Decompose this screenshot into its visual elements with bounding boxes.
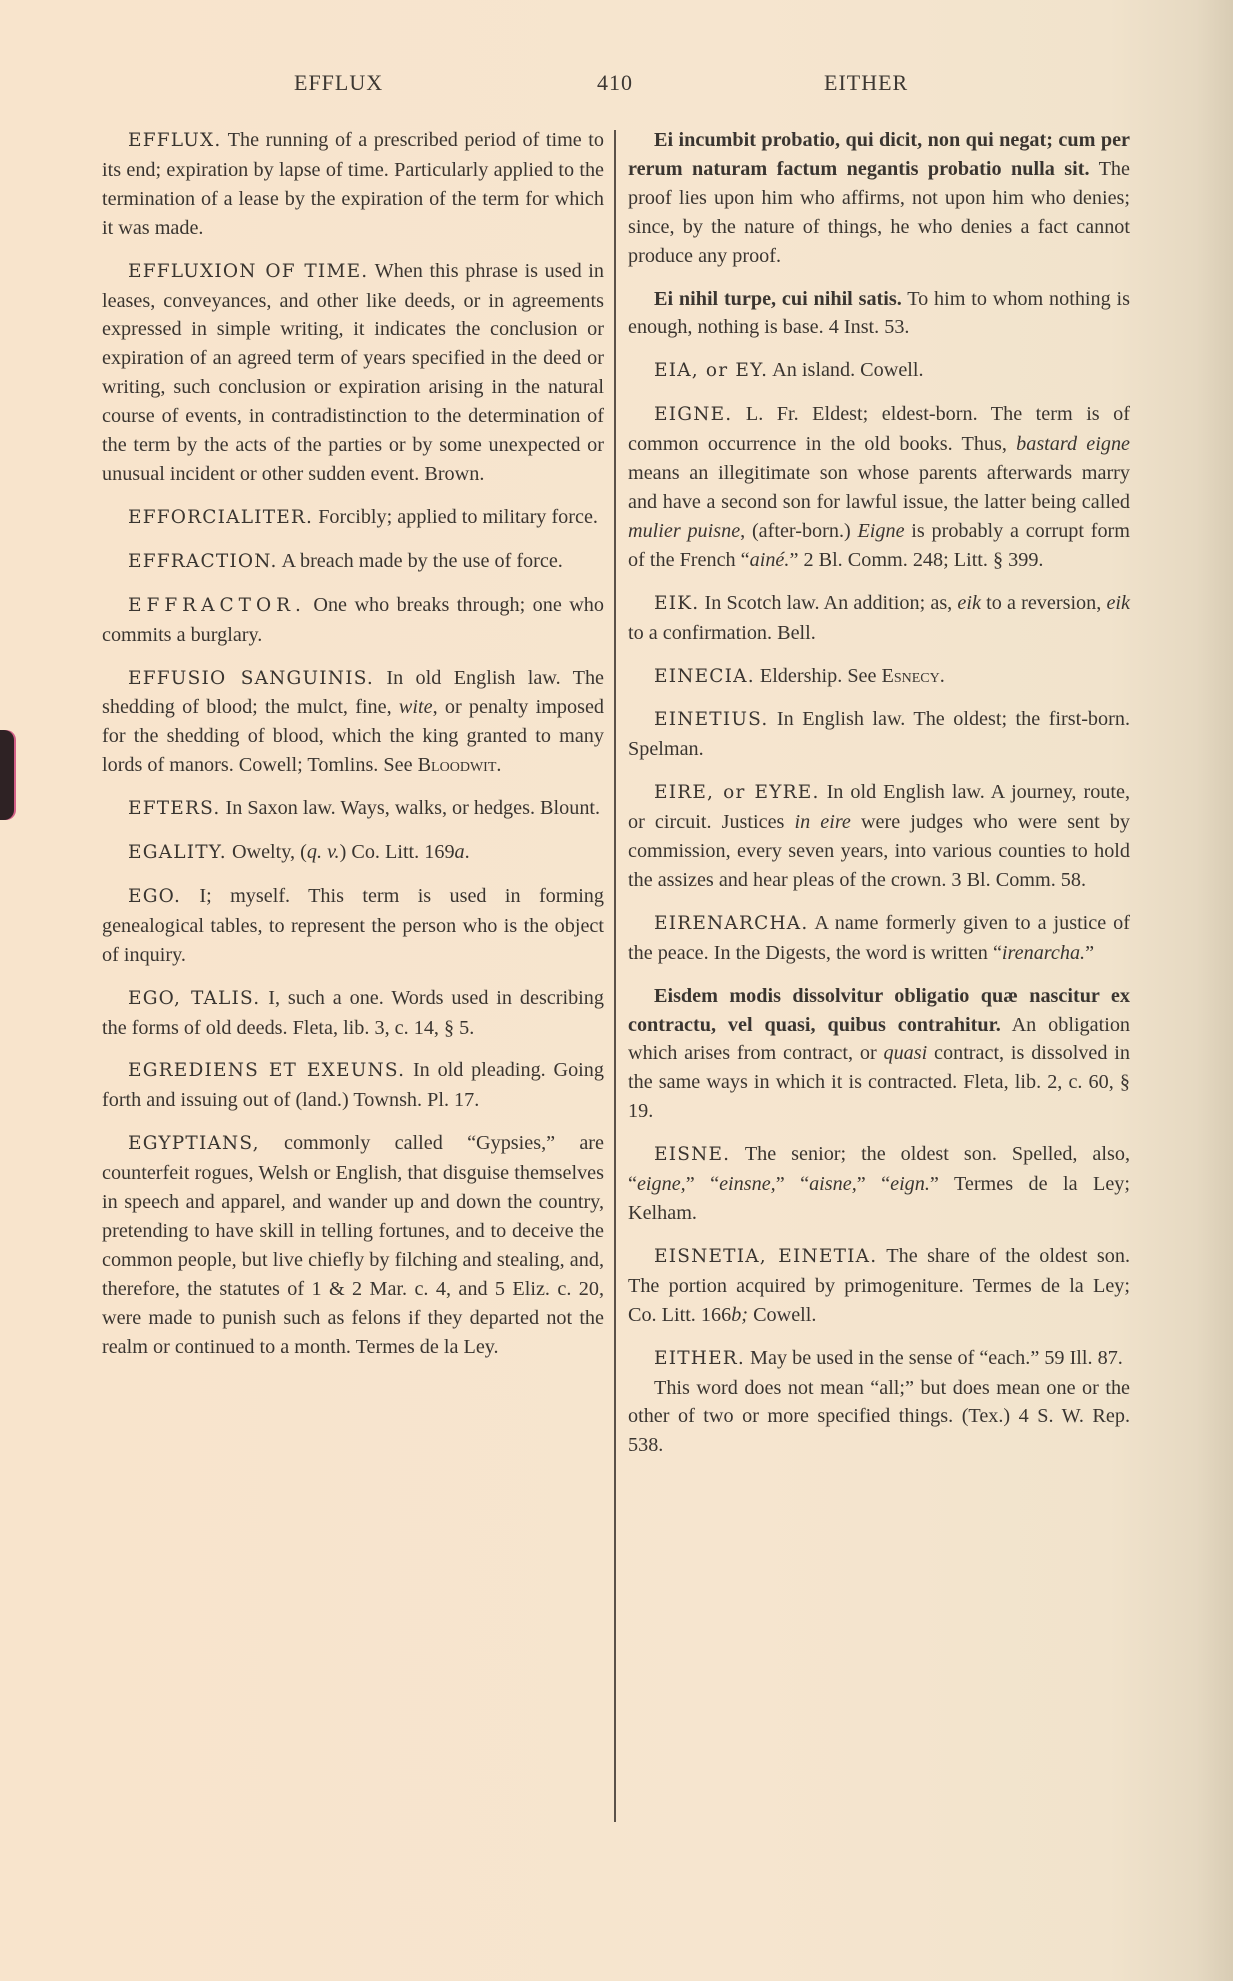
italic-term: in eire bbox=[794, 811, 851, 834]
definition: . bbox=[464, 841, 470, 864]
entry-efflux bbox=[102, 126, 604, 243]
italic-term: wite bbox=[398, 696, 433, 719]
definition: One who breaks through; one who commits a burglary. bbox=[102, 593, 604, 646]
italic-term: eigne, bbox=[636, 1173, 686, 1196]
entry-egyptians bbox=[102, 1129, 604, 1361]
cross-reference: Bloodwit bbox=[417, 754, 497, 777]
definition: In English law. The oldest; the first-born. Spelman. bbox=[628, 708, 1130, 761]
definition: This word does not mean “all;” but does mean one or the other of two or more specified things. (Tex.) 4 S. W. Rep. 538. bbox=[628, 1376, 1130, 1457]
headword: EINECIA. bbox=[654, 665, 755, 687]
definition: The senior; the oldest son. Spelled, also, “ bbox=[628, 1143, 1130, 1196]
italic-term: mulier puisne bbox=[628, 519, 741, 542]
definition: I, such a one. Words used in describing the forms of old deeds. Fleta, lib. 3, c. 14, § 5. bbox=[102, 986, 604, 1039]
headword: EGREDIENS ET EXEUNS. bbox=[128, 1060, 406, 1082]
definition: In Scotch law. An addition; as, bbox=[699, 591, 958, 614]
headword: EFTERS. bbox=[128, 798, 221, 820]
definition: In old English law. The shedding of blood; the mulct, fine, bbox=[102, 666, 604, 719]
definition: is probably a corrupt form of the French “ bbox=[628, 519, 1130, 571]
entry-einetius bbox=[628, 705, 1130, 764]
maxim: Eisdem modis dissolvitur obligatio quæ nascitur ex contractu, vel quasi, quibus contrahitur. bbox=[628, 984, 1130, 1036]
entry-ego bbox=[102, 882, 604, 970]
headword: EGO. bbox=[128, 885, 182, 907]
entry-either bbox=[628, 1344, 1130, 1374]
entry-effraction bbox=[102, 547, 604, 577]
definition: In old pleading. Going forth and issuing out of (land.) Townsh. Pl. 17. bbox=[102, 1059, 604, 1112]
headword: EFFORCIALITER. bbox=[128, 506, 314, 528]
headword: EITHER. bbox=[654, 1347, 745, 1369]
definition: Owelty, ( bbox=[226, 841, 307, 864]
definition: When this phrase is used in leases, conveyances, and other like deeds, or in agreements expressed in simple writing, it indicates the conclusion or expiration of an agreed term of years specified in the deed or writing, such conclusion or expiration arising in the natural course of events, in contradistinction to the determination of the term by the acts of the parties or by some unexpected or unusual incident or other sudden event. Brown. bbox=[102, 259, 604, 485]
headword: EGYPTIANS, bbox=[128, 1133, 260, 1155]
headword: EFFUSIO SANGUINIS. bbox=[128, 667, 374, 689]
definition: A name formerly given to a justice of the peace. In the Digests, the word is written “ bbox=[628, 911, 1130, 964]
headword: EFFLUX. bbox=[128, 130, 222, 151]
definition: Forcibly; applied to military force. bbox=[313, 505, 598, 528]
headword: EIRE, or EYRE. bbox=[654, 782, 820, 804]
italic-term: einsne, bbox=[719, 1173, 776, 1196]
definition: An island. Cowell. bbox=[768, 359, 924, 382]
entry-either-continued bbox=[628, 1374, 1130, 1461]
column-divider bbox=[614, 130, 616, 1822]
italic-term: eik bbox=[957, 591, 981, 614]
entry-eire bbox=[628, 778, 1130, 895]
entry-eisne bbox=[628, 1140, 1130, 1228]
definition: ” bbox=[1085, 941, 1095, 964]
italic-term: ainé. bbox=[749, 548, 790, 571]
definition: means an illegitimate son whose parents afterwards marry and have a second son for lawful issue, the latter being called bbox=[628, 462, 1130, 513]
italic-term: eik bbox=[1106, 591, 1130, 614]
cross-reference: Esnecy bbox=[881, 664, 940, 687]
italic-term: aisne, bbox=[809, 1173, 857, 1196]
definition: , (after-born.) bbox=[740, 519, 858, 542]
definition: to a confirmation. Bell. bbox=[628, 621, 816, 644]
running-head bbox=[0, 70, 1233, 100]
definition: ” Termes de la Ley; Kelham. bbox=[628, 1173, 1130, 1224]
italic-term: quasi bbox=[883, 1042, 928, 1065]
entry-eia bbox=[628, 356, 1130, 386]
entry-eisnetia bbox=[628, 1242, 1130, 1330]
definition: In Saxon law. Ways, walks, or hedges. Blount. bbox=[220, 797, 601, 820]
maxim-ei-incumbit bbox=[628, 126, 1130, 271]
headword: EIA, or EY. bbox=[654, 360, 769, 382]
definition: ) Co. Litt. 169 bbox=[339, 841, 455, 864]
headword: EGO, TALIS. bbox=[128, 987, 261, 1009]
definition: To him to whom nothing is enough, nothing is base. 4 Inst. 53. bbox=[628, 287, 1130, 339]
maxim: Ei incumbit probatio, qui dicit, non qui negat; cum per rerum naturam factum negantis probatio nulla sit. bbox=[628, 129, 1130, 180]
right-column bbox=[628, 126, 1130, 1474]
headword: EISNETIA, EINETIA. bbox=[654, 1245, 878, 1267]
headword: EGALITY. bbox=[128, 842, 227, 864]
definition: contract, is dissolved in the same ways in which it is contracted. Fleta, lib. 2, c. 60, § 19. bbox=[628, 1042, 1130, 1123]
definition: The running of a prescribed period of time to its end; expiration by lapse of time. Particularly applied to the termination of a lease by the expiration of the term for which it was made. bbox=[102, 129, 604, 239]
headword: EFFLUXION OF TIME. bbox=[128, 260, 369, 282]
entry-eik bbox=[628, 589, 1130, 648]
entry-eirenarcha bbox=[628, 909, 1130, 968]
headword: EIK. bbox=[654, 592, 700, 614]
entry-efforcialiter bbox=[102, 503, 604, 533]
entry-effusio-sanguinis bbox=[102, 664, 604, 781]
entry-eigne bbox=[628, 400, 1130, 574]
entry-egality bbox=[102, 838, 604, 868]
definition: ” “ bbox=[685, 1173, 720, 1196]
definition: were judges who were sent by commission, every seven years, into various counties to hold the assizes and hear pleas of the crown. 3 Bl. Comm. 58. bbox=[628, 811, 1130, 891]
entry-einecia bbox=[628, 662, 1130, 692]
definition: Cowell. bbox=[748, 1303, 817, 1326]
italic-term: bastard eigne bbox=[1016, 433, 1130, 456]
definition: L. Fr. Eldest; eldest-born. The term is of common occurrence in the old books. Thus, bbox=[628, 403, 1130, 456]
definition: Eldership. See bbox=[754, 664, 882, 687]
italic-term: q. v. bbox=[306, 841, 340, 864]
page-number: 410 bbox=[597, 70, 633, 95]
entry-ego-talis bbox=[102, 984, 604, 1043]
headword: EFFRACTOR. bbox=[128, 594, 306, 616]
headword: EISNE. bbox=[654, 1144, 731, 1166]
definition: The share of the oldest son. The portion acquired by primogeniture. Termes de la Ley; Co. Litt. 166 bbox=[628, 1244, 1130, 1326]
italic-term: a bbox=[454, 841, 465, 864]
maxim-ei-nihil-turpe bbox=[628, 285, 1130, 343]
definition: In old English law. A journey, route, or circuit. Justices bbox=[628, 781, 1130, 834]
definition: , or penalty imposed for the shedding of blood, which the king granted to many lords of manors. Cowell; Tomlins. See bbox=[102, 696, 604, 777]
definition: An obligation which arises from contract, or bbox=[628, 1013, 1131, 1065]
headword: EINETIUS. bbox=[654, 709, 769, 731]
entry-egrediens-et-exeuns bbox=[102, 1056, 604, 1115]
italic-term: irenarcha. bbox=[1001, 941, 1086, 964]
italic-term: Eigne bbox=[857, 519, 905, 542]
running-head-left: EFFLUX bbox=[294, 70, 384, 95]
page-edge-mark bbox=[0, 730, 14, 820]
headword: EIRENARCHA. bbox=[654, 912, 809, 934]
italic-term: b; bbox=[731, 1303, 749, 1326]
headword: EFFRACTION. bbox=[128, 550, 278, 572]
left-column bbox=[102, 126, 604, 1376]
definition: The proof lies upon him who affirms, not upon him who denies; since, by the nature of things, he who denies a fact cannot produce any proof. bbox=[628, 157, 1130, 267]
definition: A breach made by the use of force. bbox=[277, 549, 563, 572]
running-head-right: EITHER bbox=[824, 70, 909, 95]
definition: May be used in the sense of “each.” 59 Ill. 87. bbox=[745, 1346, 1123, 1369]
definition: ” “ bbox=[856, 1173, 891, 1196]
maxim: Ei nihil turpe, cui nihil satis. bbox=[654, 287, 902, 310]
entry-efters bbox=[102, 794, 604, 824]
definition: commonly called “Gypsies,” are counterfeit rogues, Welsh or English, that disguise themselves in speech and apparel, and wander up and down the country, pretending to have skill in telling fortunes, and to deceive the common people, but live chiefly by filching and stealing, and, therefore, the statutes of 1 & 2 Mar. c. 4, and 5 Eliz. c. 20, were made to punish such as felons if they departed not the realm or continued to a month. Termes de la Ley. bbox=[102, 1132, 604, 1358]
definition: to a reversion, bbox=[980, 591, 1107, 614]
definition: I; myself. This term is used in forming genealogical tables, to represent the person who is the object of inquiry. bbox=[102, 884, 604, 966]
entry-effractor bbox=[102, 591, 604, 650]
entry-effluxion-of-time bbox=[102, 257, 604, 489]
definition: ” 2 Bl. Comm. 248; Litt. § 399. bbox=[789, 548, 1044, 571]
definition: ” “ bbox=[775, 1173, 810, 1196]
italic-term: eign. bbox=[890, 1173, 930, 1196]
maxim-eisdem-modis bbox=[628, 982, 1130, 1127]
definition: . bbox=[939, 664, 945, 687]
headword: EIGNE. bbox=[654, 404, 733, 426]
definition: . bbox=[496, 754, 502, 777]
